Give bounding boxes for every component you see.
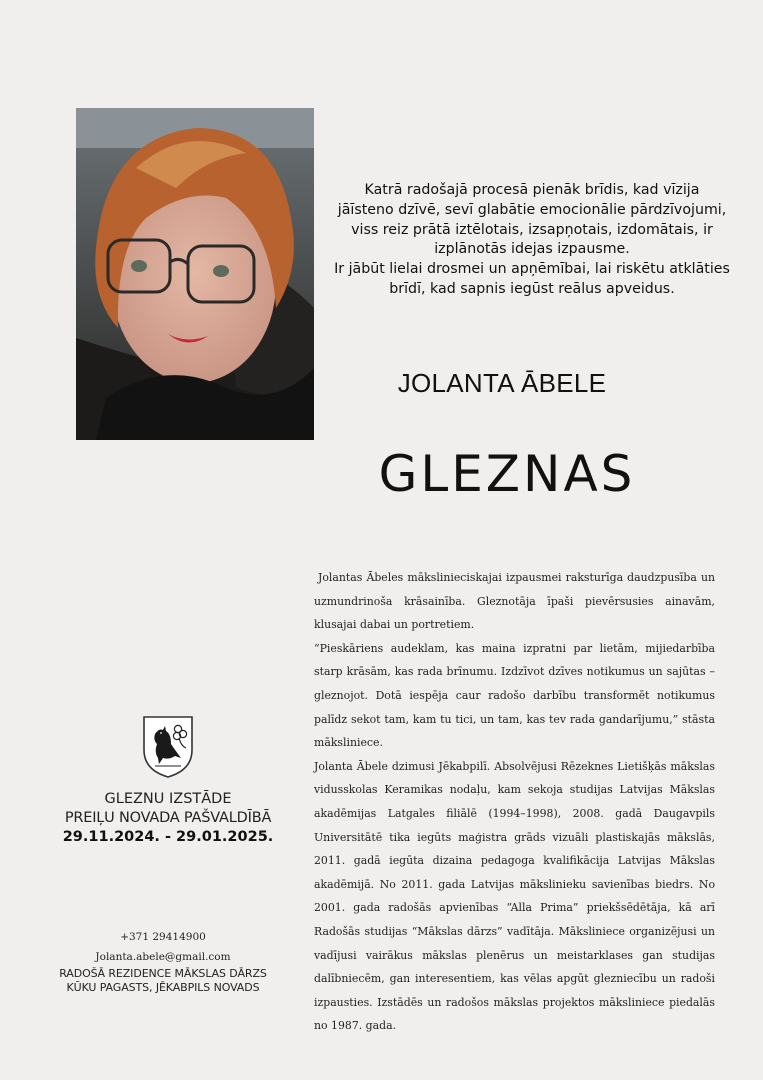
bio-paragraph: Jolantas Ābeles mākslinieciskajai izpausmei raksturīga daudzpusība un uzmundrinoša krāsainība. Gleznotāja īpaši pievērsusies ainavām, klusajai dabai un portretiem. — [314, 571, 715, 632]
artist-biography — [314, 566, 715, 1038]
bio-paragraph: “Pieskāriens audeklam, kas maina izpratni par lietām, mijiedarbība starp krāsām, kas rada brīnumu. Izdzīvot dzīves notikumus un sajūtas – gleznojot. Dotā iespēja caur radošo darbību transformēt notikumus palīdz sekot tam, kam tu tici, un tam, kas tev rada gandarījumu,” stāsta māksliniece. — [314, 641, 715, 750]
quote-line: Katrā radošajā procesā pienāk brīdis, kad vīzija — [364, 182, 700, 198]
quote-line: izplānotās idejas izpausme. — [434, 241, 630, 258]
artist-name: JOLANTA ĀBELE — [397, 368, 607, 398]
contact-info — [30, 930, 296, 995]
quote-line: jāīsteno dzīvē, sevī glabātie emocionālie pārdzīvojumi, — [337, 201, 727, 218]
email-address: Jolanta.abele@gmail.com — [95, 951, 231, 963]
exhibition-title: GLEZNAS — [378, 445, 636, 503]
exhibition-dates: 29.11.2024. - 29.01.2025. — [62, 829, 274, 845]
exhibition-label: GLEZNU IZSTĀDE — [104, 791, 232, 807]
address-line: KŪKU PAGASTS, JĒKABPILS NOVADS — [66, 981, 260, 994]
exhibition-info — [40, 790, 296, 847]
exhibition-venue: PREIĻU NOVADA PAŠVALDĪBĀ — [64, 810, 272, 826]
quote-line: brīdī, kad sapnis iegūst reālus apveidus. — [389, 280, 675, 297]
coat-of-arms-icon — [141, 714, 195, 780]
phone-number: +371 29414900 — [120, 931, 206, 943]
quote-line: viss reiz prātā iztēlotais, izsapņotais, izdomātais, ir — [351, 221, 713, 238]
quote-line: Ir jābūt lielai drosmei un apņēmībai, lai riskētu atklāties — [334, 261, 730, 278]
bio-paragraph: Jolanta Ābele dzimusi Jēkabpilī. Absolvējusi Rēzeknes Lietišķās mākslas vidusskolas Keramikas nodaļu, kam sekoja studijas Latvijas Mākslas akadēmijas Latgales filiālē (1994–1998), 2008. gadā Daugavpils Universitātē tika iegūts maģistra grāds vizuāli plastiskajās mākslās, 2011. gadā iegūta dizaina pedagoga kvalifikācija Latvijas Mākslas akadēmijā. No 2011. gada Latvijas mākslinieku savienības biedrs. No 2001. gada radošās apvienības “Alla Prima” priekšsēdētāja, kā arī Radošās studijas “Mākslas dārzs” vadītāja. Māksliniece organizējusi un vadījusi vairākus mākslas plenērus un meistarklases gan studijas dalībniecēm, gan interesentiem, kas vēlas apgūt glezniecību un radoši izpausties. Izstādēs un radošos mākslas projektos māksliniece piedalās no 1987. gada. — [314, 759, 715, 1033]
artist-portrait-photo — [76, 108, 314, 440]
address-line: RADOŠĀ REZIDENCE MĀKSLAS DĀRZS — [59, 967, 267, 980]
artist-quote — [322, 181, 742, 300]
